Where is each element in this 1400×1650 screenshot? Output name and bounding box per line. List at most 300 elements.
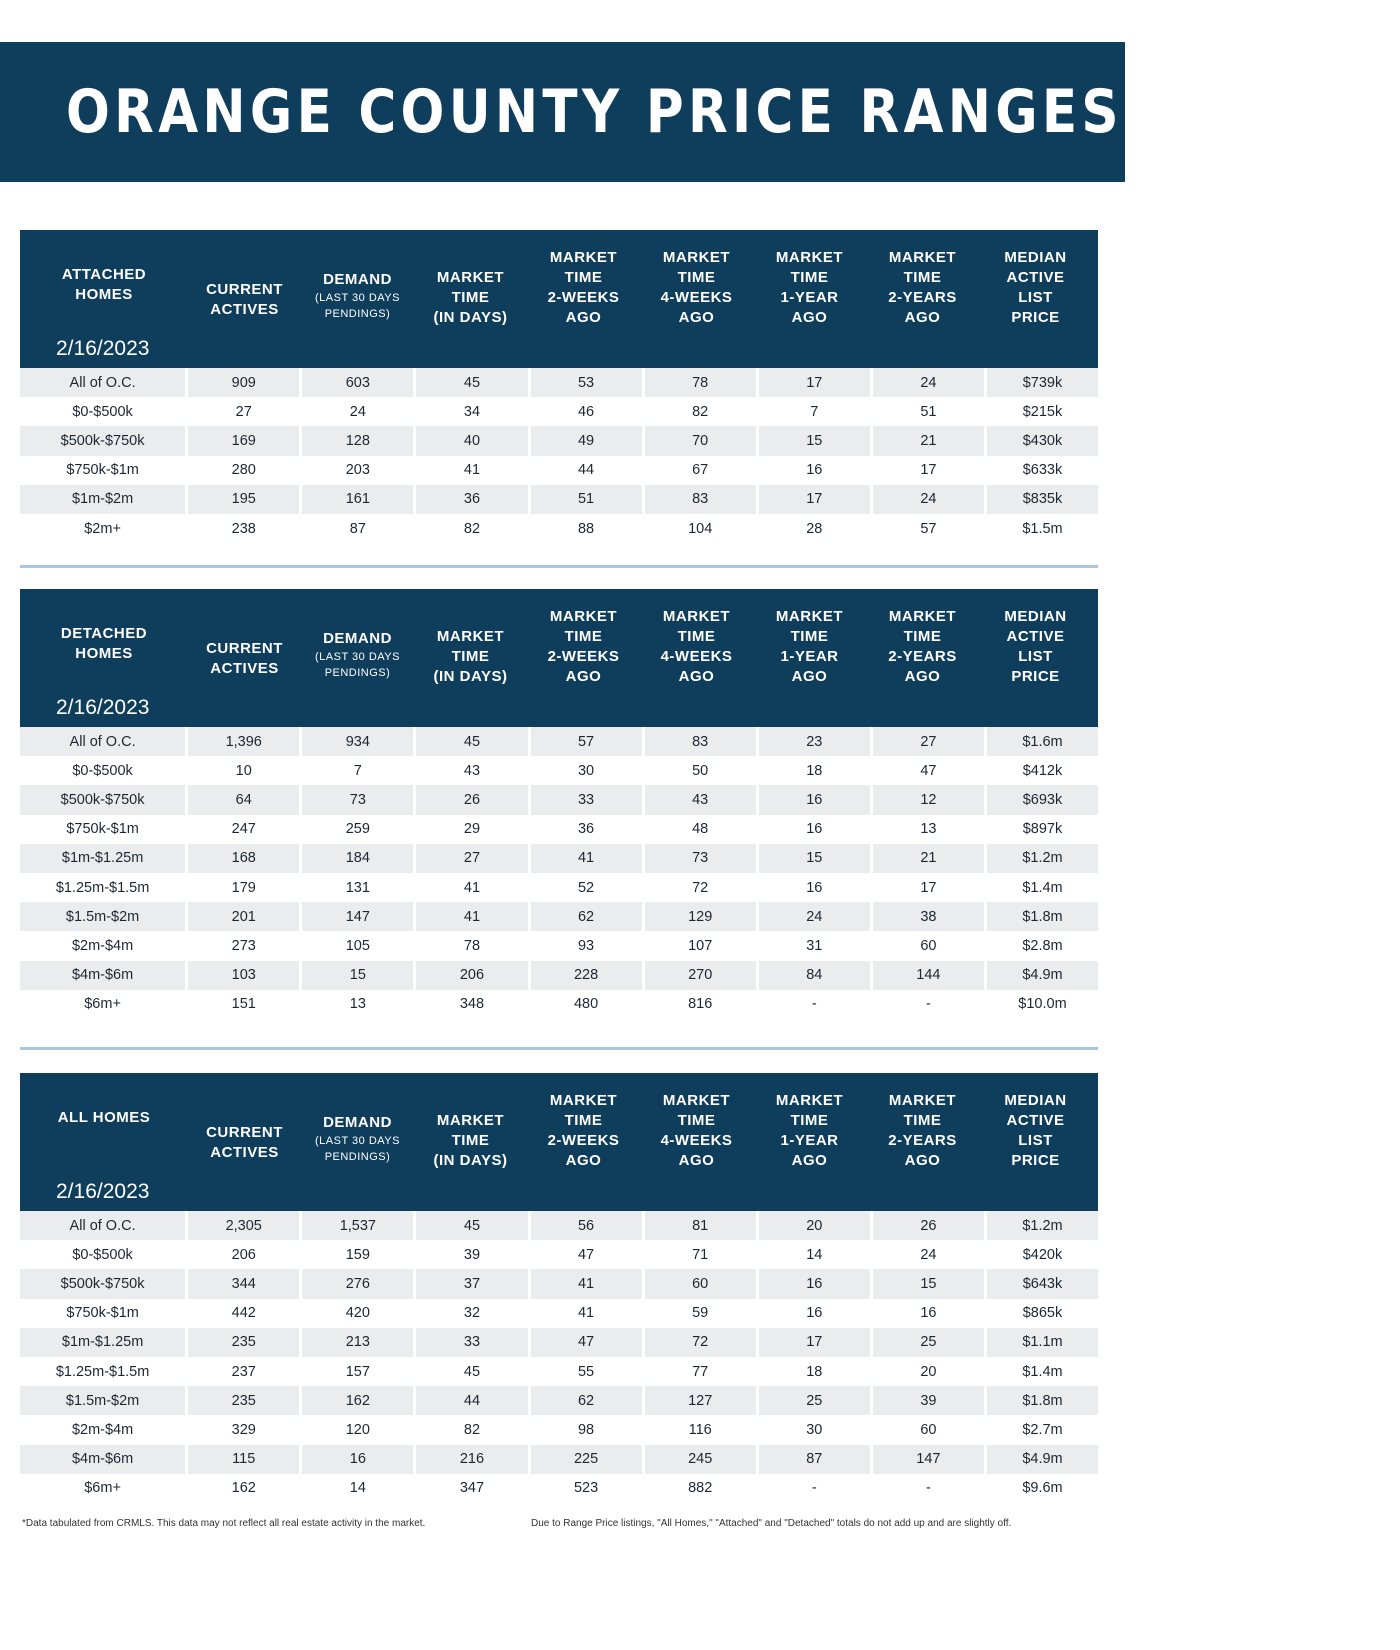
- header-market-time-2-years: [866, 230, 979, 365]
- table-cell: 78: [642, 368, 756, 397]
- table-cell: $693k: [984, 785, 1098, 814]
- header-current-actives-label: CURRENT ACTIVES: [206, 640, 283, 677]
- price-range-table: [20, 589, 1098, 1019]
- section-divider: [20, 565, 1098, 568]
- table-cell: 37: [413, 1269, 527, 1298]
- table-cell: $1.8m: [984, 1386, 1098, 1415]
- table-cell: 116: [642, 1415, 756, 1444]
- price-range-table: [20, 1073, 1098, 1503]
- table-cell: 206: [413, 961, 527, 990]
- price-range-label: $0-$500k: [72, 403, 133, 420]
- table-cell: $633k: [984, 456, 1098, 485]
- price-range-label: $1.25m-$1.5m: [55, 879, 150, 896]
- table-cell: 104: [642, 514, 756, 543]
- price-range-label: $0-$500k: [72, 1246, 133, 1263]
- table-cell: 213: [299, 1328, 413, 1357]
- price-range-label: $500k-$750k: [20, 785, 185, 814]
- header-current-actives-label: CURRENT ACTIVES: [206, 1124, 283, 1161]
- table-row: [20, 961, 1098, 990]
- table-cell: 70: [642, 426, 756, 455]
- table-cell: 1,396: [185, 727, 299, 756]
- table-cell: 51: [870, 397, 984, 426]
- table-row: [20, 1474, 1098, 1503]
- table-cell: 18: [756, 756, 870, 785]
- table-cell: 235: [185, 1328, 299, 1357]
- table-cell: -: [756, 990, 870, 1019]
- table-row: [20, 1328, 1098, 1357]
- header-market-time-1-year-label: MARKET TIME 1-YEAR AGO: [775, 249, 844, 326]
- table-cell: 201: [185, 902, 299, 931]
- table-cell: 162: [299, 1386, 413, 1415]
- header-market-time: [414, 589, 527, 724]
- table-row: [20, 931, 1098, 960]
- table-cell: 26: [870, 1211, 984, 1240]
- table-cell: 15: [756, 844, 870, 873]
- header-market-time-4-weeks-label: MARKET TIME 4-WEEKS AGO: [660, 249, 733, 326]
- table-cell: 216: [413, 1445, 527, 1474]
- table-cell: 17: [870, 456, 984, 485]
- table-cell: $897k: [984, 815, 1098, 844]
- table-cell: $643k: [984, 1269, 1098, 1298]
- table-cell: 168: [185, 844, 299, 873]
- header-median-list-price-label: MEDIAN ACTIVE LIST PRICE: [1004, 1092, 1067, 1169]
- header-market-time-2-years-label: MARKET TIME 2-YEARS AGO: [888, 249, 957, 326]
- header-median-list-price: [979, 230, 1092, 365]
- table-cell: 162: [185, 1474, 299, 1503]
- demand-label: DEMAND: [323, 271, 392, 288]
- table-cell: 115: [185, 1445, 299, 1474]
- table-row: [20, 1240, 1098, 1269]
- table-cell: 87: [299, 514, 413, 543]
- table-row: [20, 397, 1098, 426]
- table-cell: $10.0m: [984, 990, 1098, 1019]
- table-cell: 17: [756, 485, 870, 514]
- table-cell: 72: [642, 1328, 756, 1357]
- table-row: [20, 873, 1098, 902]
- table-cell: 83: [642, 485, 756, 514]
- table-row: [20, 844, 1098, 873]
- table-cell: 10: [185, 756, 299, 785]
- table-body: [20, 724, 1098, 1019]
- header-market-time: [414, 1073, 527, 1208]
- table-cell: 47: [870, 756, 984, 785]
- header-category: [20, 230, 188, 365]
- price-range-label: $4m-$6m: [20, 961, 185, 990]
- table-cell: 51: [528, 485, 642, 514]
- table-cell: 44: [413, 1386, 527, 1415]
- demand-label: DEMAND: [323, 1114, 392, 1131]
- table-cell: 2,305: [185, 1211, 299, 1240]
- table-cell: 129: [642, 902, 756, 931]
- table-cell: 46: [528, 397, 642, 426]
- table-row: [20, 514, 1098, 543]
- table-cell: 16: [756, 1299, 870, 1328]
- section-divider: [20, 1047, 1098, 1050]
- header-market-time-4-weeks-label: MARKET TIME 4-WEEKS AGO: [660, 1092, 733, 1169]
- table-cell: 82: [413, 514, 527, 543]
- table-cell: $739k: [984, 368, 1098, 397]
- table-cell: $1.5m: [984, 514, 1098, 543]
- table-cell: 157: [299, 1357, 413, 1386]
- header-demand: [301, 1073, 414, 1208]
- header-median-list-price-label: MEDIAN ACTIVE LIST PRICE: [1004, 249, 1067, 326]
- table-row: [20, 902, 1098, 931]
- table-cell: 15: [299, 961, 413, 990]
- table-cell: 16: [299, 1445, 413, 1474]
- table-cell: 20: [756, 1211, 870, 1240]
- table-cell: 73: [299, 785, 413, 814]
- price-range-label: $2m+: [84, 520, 121, 537]
- header-market-time-4-weeks: [640, 589, 753, 724]
- header-current-actives-label: CURRENT ACTIVES: [206, 281, 283, 318]
- table-cell: 147: [870, 1445, 984, 1474]
- table-cell: 23: [756, 727, 870, 756]
- table-cell: 41: [528, 1299, 642, 1328]
- table-cell: 77: [642, 1357, 756, 1386]
- table-row: [20, 1386, 1098, 1415]
- table-cell: 45: [413, 727, 527, 756]
- price-range-label: $0-$500k: [72, 762, 133, 779]
- table-cell: 195: [185, 485, 299, 514]
- table-cell: 12: [870, 785, 984, 814]
- table-title: DETACHED HOMES: [60, 625, 148, 662]
- table-cell: 603: [299, 368, 413, 397]
- report-title: ORANGE COUNTY PRICE RANGES REPORT: [66, 77, 1400, 147]
- header-market-time-4-weeks: [640, 1073, 753, 1208]
- table-row: [20, 368, 1098, 397]
- table-cell: 57: [528, 727, 642, 756]
- table-cell: 26: [413, 785, 527, 814]
- table-row: [20, 1415, 1098, 1444]
- table-header: [20, 230, 1098, 365]
- table-cell: 127: [642, 1386, 756, 1415]
- table-row: [20, 815, 1098, 844]
- table-cell: 36: [413, 485, 527, 514]
- table-cell: 41: [528, 1269, 642, 1298]
- table-cell: 159: [299, 1240, 413, 1269]
- header-median-list-price-label: MEDIAN ACTIVE LIST PRICE: [1004, 608, 1067, 685]
- header-category: [20, 1073, 188, 1208]
- price-range-label: $1m-$1.25m: [20, 844, 185, 873]
- table-cell: $1.1m: [984, 1328, 1098, 1357]
- table-cell: 27: [185, 397, 299, 426]
- table-cell: 64: [185, 785, 299, 814]
- table-cell: 128: [299, 426, 413, 455]
- table-cell: 151: [185, 990, 299, 1019]
- table-cell: $1.8m: [984, 902, 1098, 931]
- table-cell: $4.9m: [984, 1445, 1098, 1474]
- table-cell: 21: [870, 844, 984, 873]
- header-current-actives: [188, 589, 301, 724]
- header-market-time-2-weeks-label: MARKET TIME 2-WEEKS AGO: [547, 1092, 620, 1169]
- table-cell: 41: [528, 844, 642, 873]
- table-cell: 47: [528, 1328, 642, 1357]
- table-cell: 247: [185, 815, 299, 844]
- table-cell: 27: [870, 727, 984, 756]
- price-range-label: $1m-$1.25m: [20, 1328, 185, 1357]
- table-cell: 280: [185, 456, 299, 485]
- table-cell: 40: [413, 426, 527, 455]
- table-cell: 442: [185, 1299, 299, 1328]
- table-cell: 84: [756, 961, 870, 990]
- price-range-label: $2m-$4m: [71, 937, 134, 954]
- table-cell: 36: [528, 815, 642, 844]
- table-cell: 25: [870, 1328, 984, 1357]
- table-cell: 237: [185, 1357, 299, 1386]
- demand-sublabel: (LAST 30 DAYS PENDINGS): [315, 1135, 400, 1163]
- table-cell: 60: [870, 931, 984, 960]
- table-cell: $1.4m: [984, 873, 1098, 902]
- table-cell: 273: [185, 931, 299, 960]
- table-cell: 184: [299, 844, 413, 873]
- table-cell: $4.9m: [984, 961, 1098, 990]
- table-cell: 48: [642, 815, 756, 844]
- table-cell: 56: [528, 1211, 642, 1240]
- table-cell: 235: [185, 1386, 299, 1415]
- table-cell: 43: [413, 756, 527, 785]
- table-cell: 45: [413, 368, 527, 397]
- table-cell: 82: [413, 1415, 527, 1444]
- header-demand: [301, 230, 414, 365]
- table-cell: $9.6m: [984, 1474, 1098, 1503]
- table-row: [20, 1357, 1098, 1386]
- table-cell: 225: [528, 1445, 642, 1474]
- table-cell: $430k: [984, 426, 1098, 455]
- table-cell: 179: [185, 873, 299, 902]
- table-row: [20, 1299, 1098, 1328]
- price-range-label: All of O.C.: [20, 368, 185, 397]
- table-cell: $2.8m: [984, 931, 1098, 960]
- table-cell: 67: [642, 456, 756, 485]
- report-date: 2/16/2023: [56, 696, 150, 719]
- table-cell: 24: [870, 1240, 984, 1269]
- table-cell: 16: [756, 1269, 870, 1298]
- table-cell: 30: [528, 756, 642, 785]
- table-cell: 206: [185, 1240, 299, 1269]
- table-cell: 24: [870, 485, 984, 514]
- table-cell: $215k: [984, 397, 1098, 426]
- table-cell: 59: [642, 1299, 756, 1328]
- header-market-time-1-year: [753, 589, 866, 724]
- table-cell: 934: [299, 727, 413, 756]
- header-category: [20, 589, 188, 724]
- price-range-label: $500k-$750k: [20, 1269, 185, 1298]
- header-market-time-2-years-label: MARKET TIME 2-YEARS AGO: [888, 1092, 957, 1169]
- header-market-time-2-weeks: [527, 230, 640, 365]
- price-range-table: [20, 230, 1098, 543]
- table-body: [20, 1208, 1098, 1503]
- table-row: [20, 1445, 1098, 1474]
- report-date: 2/16/2023: [56, 337, 150, 360]
- table-cell: 24: [299, 397, 413, 426]
- table-cell: 21: [870, 426, 984, 455]
- table-title: ALL HOMES: [57, 1109, 151, 1126]
- header-market-time-1-year-label: MARKET TIME 1-YEAR AGO: [775, 608, 844, 685]
- table-cell: 53: [528, 368, 642, 397]
- header-median-list-price: [979, 1073, 1092, 1208]
- table-cell: 344: [185, 1269, 299, 1298]
- demand-sublabel: (LAST 30 DAYS PENDINGS): [315, 651, 400, 679]
- table-cell: 52: [528, 873, 642, 902]
- table-cell: 16: [756, 785, 870, 814]
- table-cell: 62: [528, 902, 642, 931]
- table-cell: 32: [413, 1299, 527, 1328]
- table-cell: 16: [756, 456, 870, 485]
- table-cell: 88: [528, 514, 642, 543]
- price-range-label: $1.25m-$1.5m: [55, 1363, 150, 1380]
- table-cell: 30: [756, 1415, 870, 1444]
- header-market-time-2-weeks: [527, 1073, 640, 1208]
- table-cell: 270: [642, 961, 756, 990]
- table-cell: 147: [299, 902, 413, 931]
- price-range-label: $4m-$6m: [20, 1445, 185, 1474]
- table-cell: 27: [413, 844, 527, 873]
- table-title: ATTACHED HOMES: [61, 266, 147, 303]
- table-cell: 17: [756, 1328, 870, 1357]
- table-cell: 39: [413, 1240, 527, 1269]
- table-cell: 14: [756, 1240, 870, 1269]
- table-cell: $2.7m: [984, 1415, 1098, 1444]
- price-range-label: $750k-$1m: [66, 1305, 139, 1322]
- table-cell: 103: [185, 961, 299, 990]
- table-cell: 71: [642, 1240, 756, 1269]
- header-demand: [301, 589, 414, 724]
- table-cell: 43: [642, 785, 756, 814]
- table-cell: $412k: [984, 756, 1098, 785]
- footnote-source: *Data tabulated from CRMLS. This data may not reflect all real estate activity in the market.: [22, 1518, 426, 1529]
- table-cell: 57: [870, 514, 984, 543]
- header-market-time-label: MARKET TIME (IN DAYS): [433, 269, 508, 326]
- table-cell: 203: [299, 456, 413, 485]
- table-cell: 259: [299, 815, 413, 844]
- table-cell: $835k: [984, 485, 1098, 514]
- table-cell: 161: [299, 485, 413, 514]
- table-cell: 16: [870, 1299, 984, 1328]
- table-cell: 62: [528, 1386, 642, 1415]
- table-header: [20, 1073, 1098, 1208]
- table-cell: 41: [413, 456, 527, 485]
- table-cell: 24: [756, 902, 870, 931]
- table-body: [20, 365, 1098, 543]
- table-cell: $865k: [984, 1299, 1098, 1328]
- table-cell: 20: [870, 1357, 984, 1386]
- table-cell: $1.4m: [984, 1357, 1098, 1386]
- header-market-time-label: MARKET TIME (IN DAYS): [433, 1112, 508, 1169]
- header-current-actives: [188, 1073, 301, 1208]
- table-cell: 228: [528, 961, 642, 990]
- header-market-time-4-weeks: [640, 230, 753, 365]
- table-cell: $1.6m: [984, 727, 1098, 756]
- header-market-time-1-year: [753, 230, 866, 365]
- price-range-label: $1.5m-$2m: [20, 902, 185, 931]
- price-range-label: $500k-$750k: [20, 426, 185, 455]
- table-cell: 60: [642, 1269, 756, 1298]
- table-cell: $1.2m: [984, 844, 1098, 873]
- table-cell: 45: [413, 1211, 527, 1240]
- table-row: [20, 756, 1098, 785]
- report-date: 2/16/2023: [56, 1180, 150, 1203]
- table-cell: 18: [756, 1357, 870, 1386]
- table-cell: 29: [413, 815, 527, 844]
- table-row: [20, 426, 1098, 455]
- table-row: [20, 1211, 1098, 1240]
- table-cell: -: [870, 990, 984, 1019]
- table-cell: 81: [642, 1211, 756, 1240]
- table-cell: $1.2m: [984, 1211, 1098, 1240]
- price-range-label: $2m-$4m: [71, 1421, 134, 1438]
- table-cell: 276: [299, 1269, 413, 1298]
- table-cell: 105: [299, 931, 413, 960]
- price-range-label: $750k-$1m: [66, 462, 139, 479]
- table-cell: 47: [528, 1240, 642, 1269]
- price-range-label: All of O.C.: [20, 1211, 185, 1240]
- table-cell: $420k: [984, 1240, 1098, 1269]
- table-cell: 16: [756, 815, 870, 844]
- table-cell: 39: [870, 1386, 984, 1415]
- table-cell: 41: [413, 902, 527, 931]
- table-cell: 24: [870, 368, 984, 397]
- table-cell: 144: [870, 961, 984, 990]
- table-cell: 17: [756, 368, 870, 397]
- header-median-list-price: [979, 589, 1092, 724]
- table-cell: 348: [413, 990, 527, 1019]
- table-cell: 31: [756, 931, 870, 960]
- price-range-label: $750k-$1m: [66, 821, 139, 838]
- table-cell: 15: [870, 1269, 984, 1298]
- table-cell: 72: [642, 873, 756, 902]
- table-cell: 73: [642, 844, 756, 873]
- table-cell: 1,537: [299, 1211, 413, 1240]
- header-market-time-2-years: [866, 1073, 979, 1208]
- report-banner: [0, 42, 1400, 182]
- header-market-time: [414, 230, 527, 365]
- table-cell: 98: [528, 1415, 642, 1444]
- table-cell: 33: [528, 785, 642, 814]
- table-cell: 83: [642, 727, 756, 756]
- table-cell: 245: [642, 1445, 756, 1474]
- table-cell: 238: [185, 514, 299, 543]
- table-cell: 16: [756, 873, 870, 902]
- table-cell: 38: [870, 902, 984, 931]
- table-cell: 78: [413, 931, 527, 960]
- table-cell: 882: [642, 1474, 756, 1503]
- table-row: [20, 456, 1098, 485]
- table-cell: 347: [413, 1474, 527, 1503]
- header-current-actives: [188, 230, 301, 365]
- header-market-time-2-weeks-label: MARKET TIME 2-WEEKS AGO: [547, 249, 620, 326]
- table-cell: -: [756, 1474, 870, 1503]
- table-row: [20, 990, 1098, 1019]
- table-cell: 49: [528, 426, 642, 455]
- table-cell: 28: [756, 514, 870, 543]
- table-cell: 34: [413, 397, 527, 426]
- table-cell: 33: [413, 1328, 527, 1357]
- header-market-time-1-year: [753, 1073, 866, 1208]
- table-header: [20, 589, 1098, 724]
- header-market-time-4-weeks-label: MARKET TIME 4-WEEKS AGO: [660, 608, 733, 685]
- header-market-time-2-years: [866, 589, 979, 724]
- table-cell: 44: [528, 456, 642, 485]
- table-row: [20, 1269, 1098, 1298]
- table-cell: 420: [299, 1299, 413, 1328]
- table-cell: 120: [299, 1415, 413, 1444]
- price-range-label: $1.5m-$2m: [20, 1386, 185, 1415]
- demand-label: DEMAND: [323, 630, 392, 647]
- table-cell: -: [870, 1474, 984, 1503]
- table-cell: 329: [185, 1415, 299, 1444]
- table-cell: 60: [870, 1415, 984, 1444]
- table-cell: 15: [756, 426, 870, 455]
